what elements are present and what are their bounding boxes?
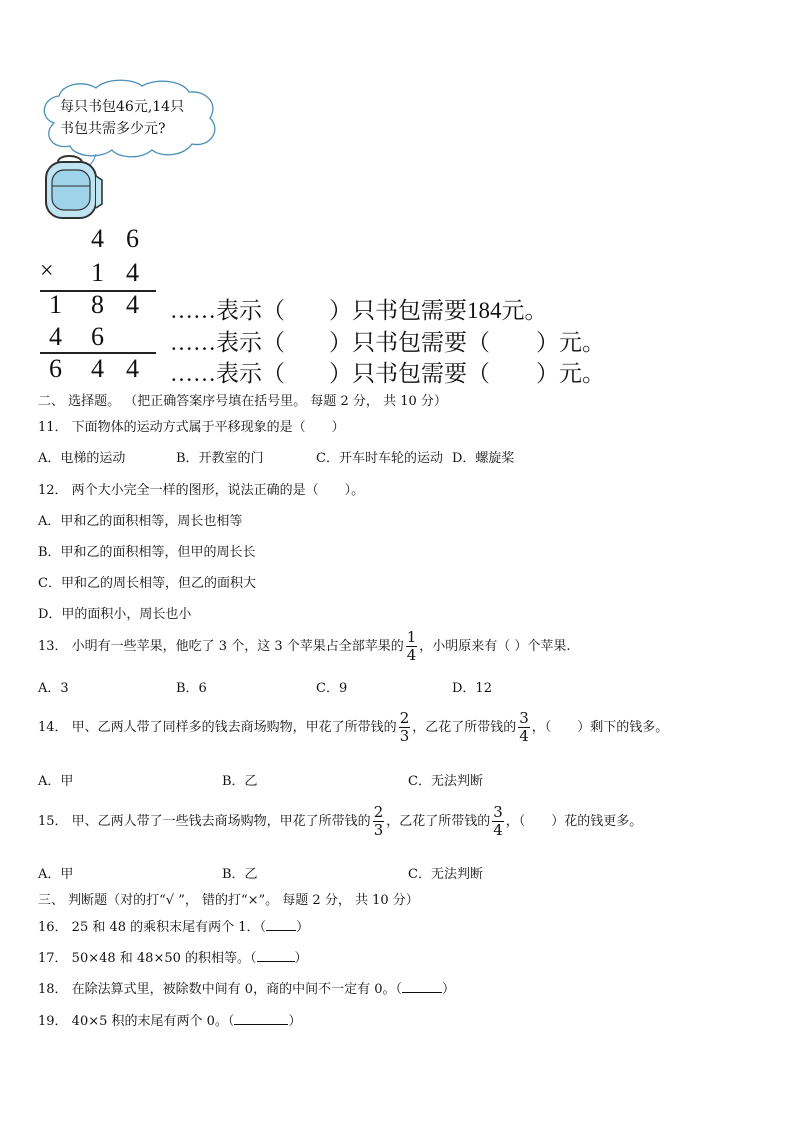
- calc-note-3: [170, 355, 605, 388]
- multiplier-digit: 4: [126, 258, 139, 287]
- note-text: ）只书包需要（: [329, 330, 490, 355]
- note-text: ……表示（: [170, 298, 285, 323]
- answer-blank[interactable]: [266, 918, 296, 931]
- q12-option-d[interactable]: D．甲的面积小，周长也小: [38, 607, 192, 622]
- fraction: [399, 711, 411, 744]
- partial-product-digit: 8: [91, 290, 104, 319]
- partial-product-digit: 4: [126, 290, 139, 319]
- q12-option-c[interactable]: C．甲和乙的周长相等，但乙的面积大: [38, 576, 256, 591]
- multiplicand-digit: 4: [91, 224, 104, 253]
- fraction-numerator: 3: [493, 803, 503, 821]
- q13-option-d[interactable]: D．12: [452, 681, 492, 696]
- question-text: ，乙花了所带钱的: [412, 720, 517, 735]
- calc-note-1: [170, 292, 548, 325]
- product-digit: 6: [49, 354, 62, 383]
- q14-option-c[interactable]: C．无法判断: [408, 774, 483, 789]
- fraction: [492, 805, 504, 838]
- fraction: [406, 630, 418, 663]
- note-text: ……表示（: [170, 361, 285, 386]
- question-text: ）: [288, 1014, 302, 1029]
- multiplier-digit: 1: [91, 258, 104, 287]
- question-text: ，乙花了所带钱的: [386, 814, 491, 829]
- question-text: 13． 小明有一些苹果，他吃了 3 个，这 3 个苹果占全部苹果的: [38, 639, 404, 654]
- answer-blank[interactable]: [402, 980, 442, 993]
- product-digit: 4: [126, 354, 139, 383]
- question-text: 17． 50×48 和 48×50 的积相等。（: [38, 951, 257, 966]
- question-15: [38, 805, 642, 838]
- q11-option-c[interactable]: C．开车时车轮的运动: [316, 451, 443, 466]
- partial-product-digit: 1: [49, 290, 62, 319]
- question-text: ）: [296, 920, 310, 935]
- fraction-numerator: 2: [373, 803, 384, 821]
- q13-option-a[interactable]: A．3: [38, 681, 69, 696]
- question-text: 14． 甲、乙两人带了同样多的钱去商场购物，甲花了所带钱的: [38, 720, 397, 735]
- q12-option-b[interactable]: B．甲和乙的面积相等，但甲的周长长: [38, 545, 256, 560]
- q11-option-d[interactable]: D．螺旋桨: [452, 451, 515, 466]
- q13-option-c[interactable]: C．9: [316, 681, 348, 696]
- question-text: 16． 25 和 48 的乘积末尾有两个 1．（: [38, 920, 267, 935]
- fraction-denominator: 4: [493, 821, 503, 839]
- answer-blank[interactable]: [257, 949, 295, 962]
- section-2-title: 二、 选择题。 （把正确答案序号填在括号里。 每题 2 分， 共 10 分）: [38, 394, 447, 409]
- q11-option-a[interactable]: A．电梯的运动: [38, 451, 126, 466]
- fraction-numerator: 2: [399, 709, 410, 727]
- fraction-denominator: 4: [406, 646, 417, 664]
- q11-option-b[interactable]: B．开教室的门: [176, 451, 264, 466]
- note-text: ）只书包需要184元。: [329, 298, 548, 323]
- note-text: ）只书包需要（: [329, 361, 490, 386]
- partial-product-digit: 4: [49, 322, 62, 351]
- product-digit: 4: [91, 354, 104, 383]
- calc-note-2: [170, 324, 605, 357]
- fraction-denominator: 3: [373, 821, 384, 839]
- question-13: [38, 630, 571, 663]
- fraction-numerator: 3: [519, 709, 529, 727]
- question-text: ，（ ）花的钱更多。: [505, 814, 643, 829]
- question-18: [38, 978, 455, 997]
- partial-product-digit: 6: [91, 322, 104, 351]
- section-3-title: 三、 判断题（对的打“√ ”， 错的打“×”。 每题 2 分， 共 10 分）: [38, 893, 419, 908]
- q14-option-b[interactable]: B．乙: [222, 774, 258, 789]
- q12-option-a[interactable]: A．甲和乙的面积相等，周长也相等: [38, 514, 243, 529]
- note-text: ……表示（: [170, 330, 285, 355]
- question-text: ）: [294, 951, 308, 966]
- bubble-line-2: 书包共需多少元?: [60, 121, 166, 137]
- fraction: [373, 805, 385, 838]
- fraction: [518, 711, 530, 744]
- answer-blank[interactable]: [234, 1012, 288, 1025]
- q15-option-c[interactable]: C．无法判断: [408, 867, 483, 882]
- q15-option-a[interactable]: A．甲: [38, 867, 74, 882]
- fraction-denominator: 4: [519, 727, 529, 745]
- backpack-icon: [40, 152, 106, 222]
- question-text: 19． 40×5 积的末尾有两个 0。（: [38, 1014, 235, 1029]
- question-19: [38, 1010, 301, 1029]
- q14-option-a[interactable]: A．甲: [38, 774, 74, 789]
- question-14: [38, 711, 668, 744]
- bubble-text: [60, 96, 184, 140]
- multiplicand-digit: 6: [126, 224, 139, 253]
- question-text: 15． 甲、乙两人带了一些钱去商场购物，甲花了所带钱的: [38, 814, 371, 829]
- note-text: ）元。: [536, 361, 605, 386]
- fraction-denominator: 3: [399, 727, 410, 745]
- question-text: ）: [441, 982, 455, 997]
- fraction-numerator: 1: [406, 628, 417, 646]
- question-text: 18． 在除法算式里，被除数中间有 0，商的中间不一定有 0。（: [38, 982, 402, 997]
- question-12: 12． 两个大小完全一样的图形，说法正确的是（ ）。: [38, 483, 365, 498]
- question-16: [38, 916, 309, 935]
- question-text: ，（ ）剩下的钱多。: [531, 720, 669, 735]
- question-17: [38, 947, 308, 966]
- times-sign: ×: [40, 258, 54, 284]
- question-text: ，小明原来有（ ）个苹果.: [419, 639, 571, 654]
- question-11: 11． 下面物体的运动方式属于平移现象的是（ ）: [38, 420, 345, 435]
- q15-option-b[interactable]: B．乙: [222, 867, 258, 882]
- q13-option-b[interactable]: B．6: [176, 681, 207, 696]
- note-text: ）元。: [536, 330, 605, 355]
- bubble-line-1: 每只书包46元,14只: [60, 99, 185, 115]
